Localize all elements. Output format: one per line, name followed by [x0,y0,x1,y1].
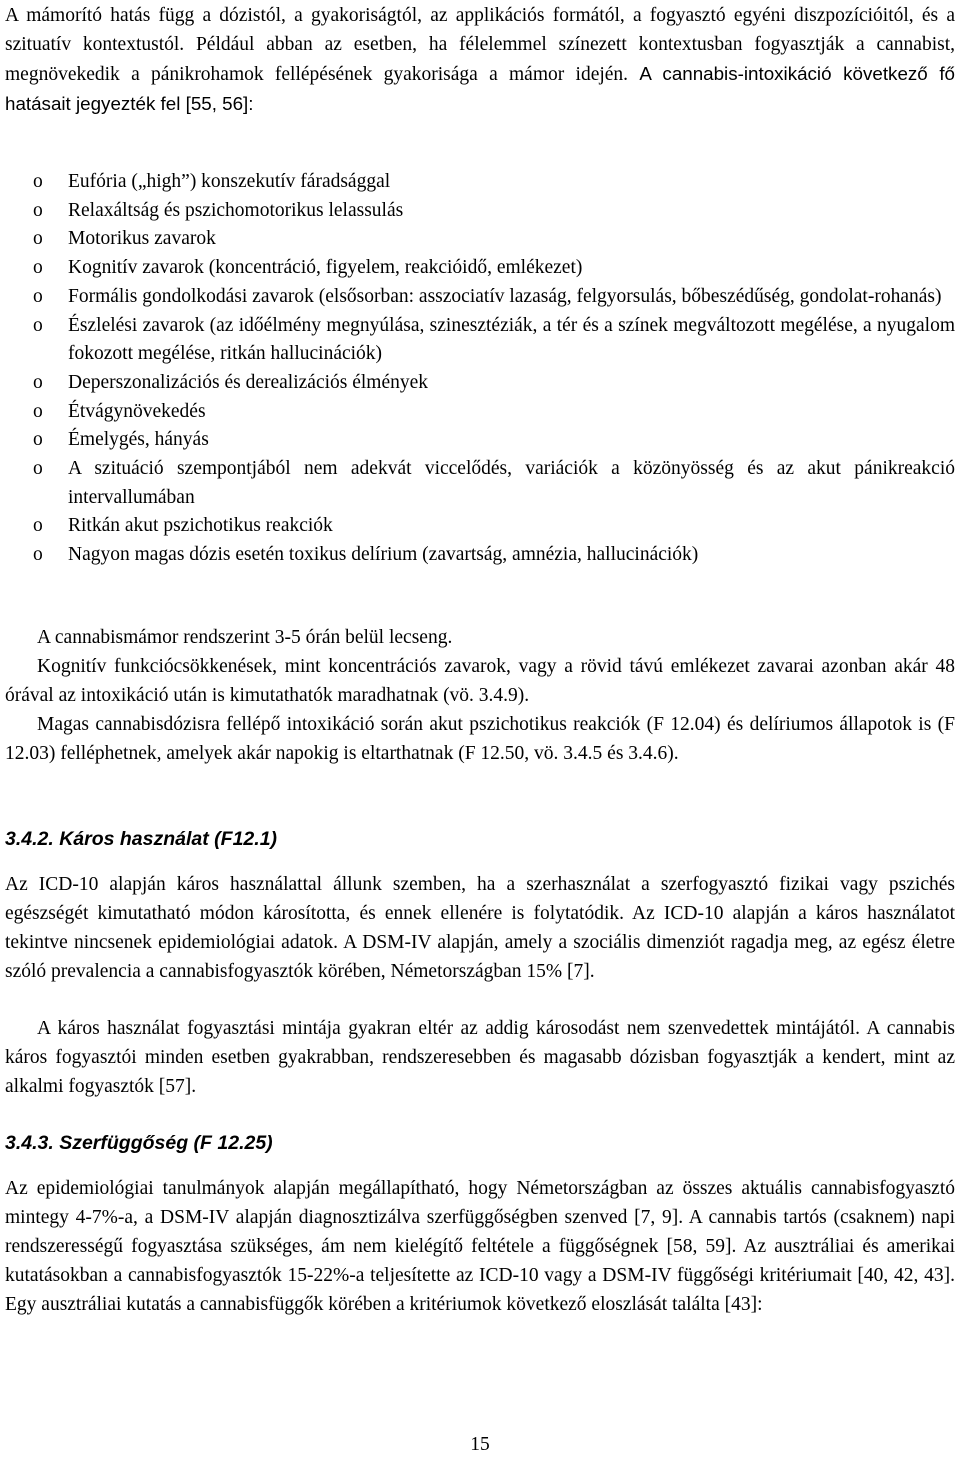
bullet-icon: o [33,458,43,480]
intro-text: A mámorító hatás függ a dózistól, a gyakoriságtól, az applikációs formától, a fogyasztó egyéni diszpozícióitól, és a szituatív kontextustól. Például abban az esetben, ha félelemmel színezett kontextusban fogyasztják a cannabist, megnövekedik a pánikrohamok fellépésének gyakorisága a mámor idején. [5,5,955,85]
list-item [5,455,955,512]
list-item [5,369,955,398]
cognitive-paragraph: Kognitív funkciócsökkenések, mint koncentrációs zavarok, vagy a rövid távú emlékezet zavarai azonban akár 48 órával az intoxikáció után is kimutathatók maradhatnak (vö. 3.4.9). [5,656,955,706]
list-item-text: A szituáció szempontjából nem adekvát viccelődés, variációk a közönyösség és az akut pánikreakció intervallumában [68,458,955,508]
list-item-text: Eufória („high”) konszekutív fáradsággal [68,171,391,192]
bullet-icon: o [33,171,43,192]
section-heading-harmful-use: 3.4.2. Káros használat (F12.1) [5,828,278,850]
list-item-text: Kognitív zavarok (koncentráció, figyelem, reakcióidő, emlékezet) [68,257,583,279]
bullet-icon: o [33,314,43,336]
list-item [5,197,955,226]
list-item-text: Motorikus zavarok [68,228,216,250]
bullet-icon: o [33,371,43,393]
list-item-text: Deperszonalizációs és derealizációs élmények [68,371,429,393]
bullet-icon: o [33,515,43,537]
bullet-icon: o [33,544,43,566]
bullet-icon: o [33,429,43,451]
list-item [5,225,955,254]
harmful-use-pattern-paragraph: A káros használat fogyasztási mintája gyakran eltér az addig károsodást nem szenvedettek mintájától. A cannabis káros fogyasztói minden esetben gyakrabban, rendszeresebben és magasabb dózisban fogyasztják a kendert, mint az alkalmi fogyasztók [57]. [5,1018,955,1097]
bullet-icon: o [33,199,43,221]
list-item [5,283,955,312]
list-item [5,312,955,369]
list-item-text: Formális gondolkodási zavarok (elsősorban: asszociatív lazaság, felgyorsulás, bőbeszédűség, gondolat-rohanás) [68,285,942,307]
list-item-text: Nagyon magas dózis esetén toxikus delírium (zavartság, amnézia, hallucinációk) [68,544,699,566]
list-item [5,254,955,283]
list-item [5,512,955,541]
intro-paragraph [5,2,955,120]
dependence-paragraph: Az epidemiológiai tanulmányok alapján megállapítható, hogy Németországban az összes aktuális cannabisfogyasztó mintegy 4-7%-a, a DSM-IV alapján diagnosztizálva szerfüggőségben szenved [7, 9]. A cannabis tartós (csaknem) napi rendszerességű fogyasztása szükséges, ám nem kielégítő feltétele a függőségnek [58, 59]. Az ausztráliai és amerikai kutatásokban a cannabisfogyasztók 15-22%-a teljesítette az ICD-10 vagy a DSM-IV függőségi kritériumait [40, 42, 43]. Egy ausztráliai kutatás a cannabisfüggők körében a kritériumok következő eloszlását találta [43]: [5,1178,955,1315]
bullet-icon: o [33,400,43,422]
list-item [5,398,955,427]
section-heading-dependence: 3.4.3. Szerfüggőség (F 12.25) [5,1132,273,1154]
list-item-text: Észlelési zavarok (az időélmény megnyúlása, szinesztéziák, a tér és a színek megváltozott megélése, a nyugalom fokozott megélése, ritkán hallucinációk) [68,314,955,365]
list-item-text: Relaxáltság és pszichomotorikus lelassulás [68,199,404,221]
duration-paragraph: A cannabismámor rendszerint 3-5 órán belül lecseng. [37,627,453,648]
list-item-text: Étvágynövekedés [68,400,206,422]
list-item-text: Émelygés, hányás [68,429,209,451]
list-item [5,168,955,197]
psychotic-paragraph: Magas cannabisdózisra fellépő intoxikáció során akut pszichotikus reakciók (F 12.04) és delíriumos állapotok is (F 12.03) felléphetnek, amelyek akár napokig is eltarthatnak (F 12.50, vö. 3.4.5 és 3.4.6). [5,714,955,764]
page-number: 15 [470,1434,490,1455]
intro-effects-lead: A cannabis-intoxikáció következő fő hatásait jegyezték fel [55, 56]: [5,62,956,114]
bullet-icon: o [33,257,43,279]
list-item [5,426,955,455]
bullet-icon: o [33,228,43,250]
harmful-use-paragraph: Az ICD-10 alapján káros használattal állunk szemben, ha a szerhasználat a szerfogyasztó fizikai vagy pszichés egészségét kimutatható módon károsította, és ennek ellenére is folytatódik. Az ICD-10 alapján a káros használatot tekintve nincsenek epidemiológiai adatok. A DSM-IV alapján, amely a szociális dimenziót ragadja meg, az egész életre szóló prevalencia a cannabisfogyasztók körében, Németországban 15% [7]. [5,874,955,982]
bullet-icon: o [33,285,43,307]
list-item [5,541,955,570]
list-item-text: Ritkán akut pszichotikus reakciók [68,515,333,537]
effects-list [5,168,955,570]
